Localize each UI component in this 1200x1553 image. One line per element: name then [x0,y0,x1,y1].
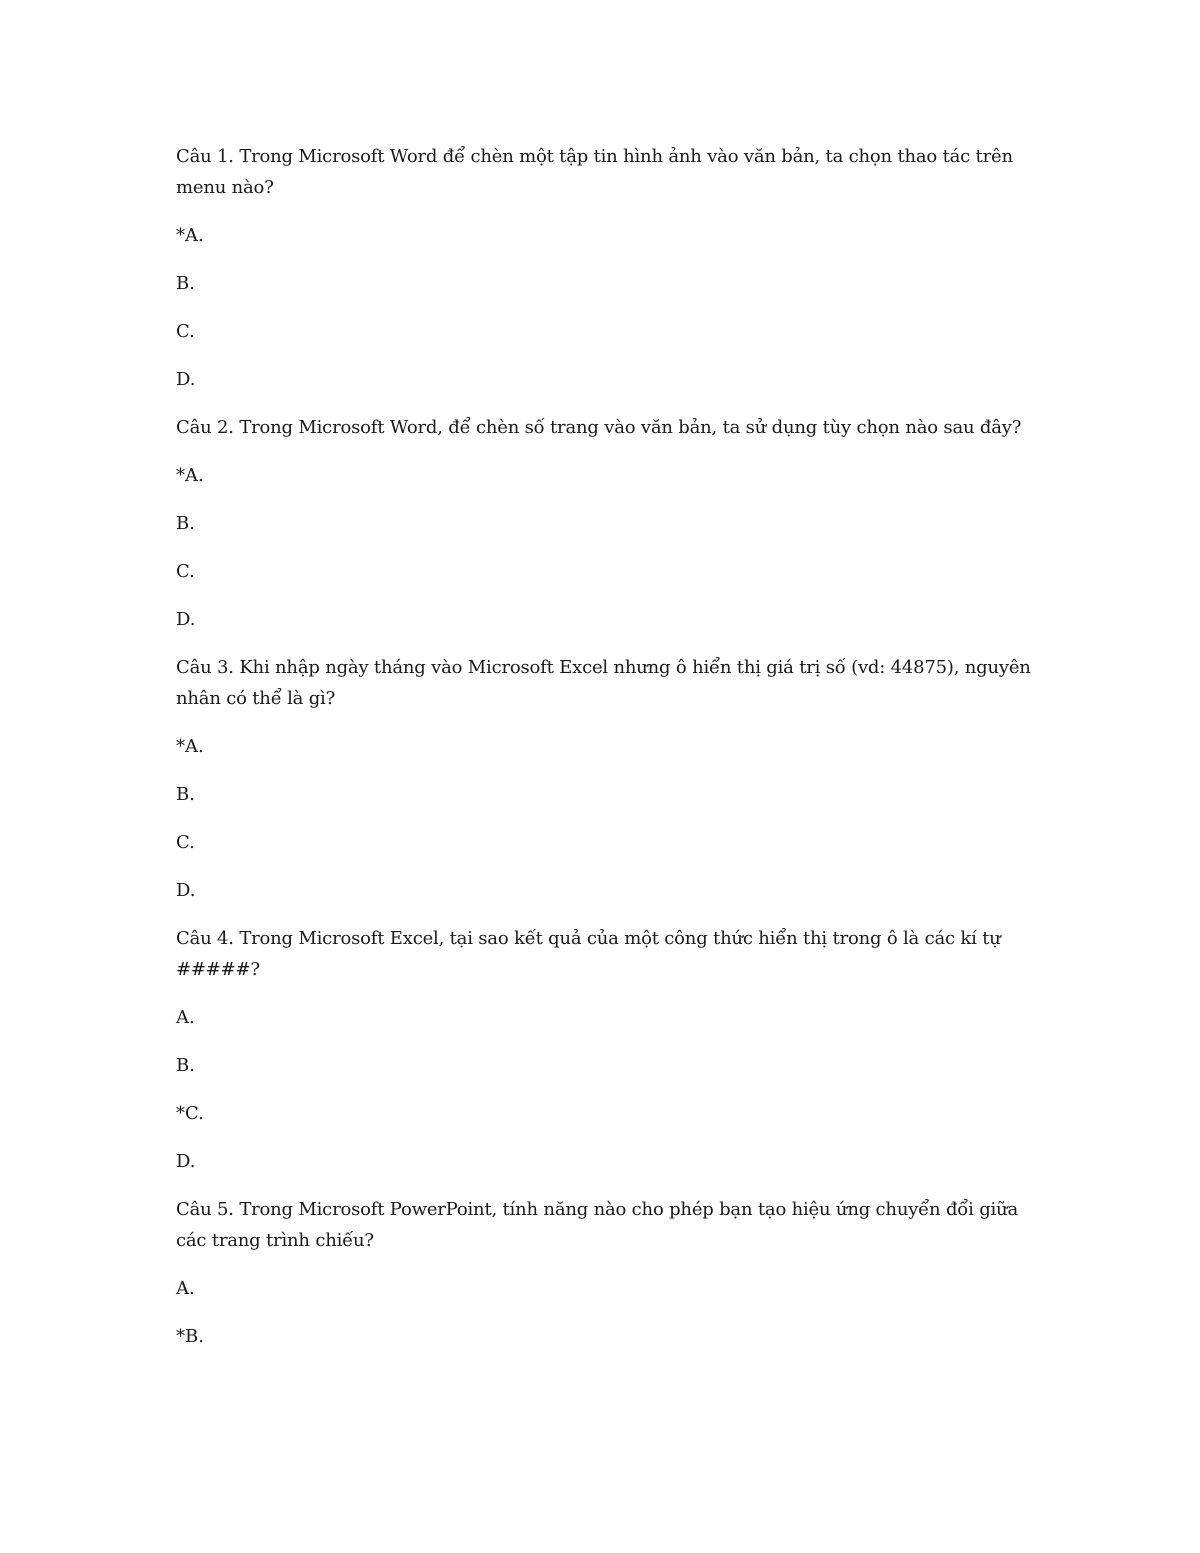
question-5-option-b: *B. [176,1326,204,1347]
question-4-option-a: A. [176,1007,195,1028]
question-3-option-c: C. [176,832,195,853]
question-2-option-c: C. [176,561,195,582]
question-4: Câu 4. Trong Microsoft Excel, tại sao kết quả của một công thức hiển thị trong ô là các kí tự #####? [176,928,1001,980]
question-4-option-b: B. [176,1055,195,1076]
question-5: Câu 5. Trong Microsoft PowerPoint, tính năng nào cho phép bạn tạo hiệu ứng chuyển đổi giữa các trang trình chiếu? [176,1199,1018,1251]
question-1-option-b: B. [176,273,195,294]
question-2-option-a: *A. [176,465,204,486]
question-3-option-d: D. [176,880,196,901]
question-5-option-a: A. [176,1278,195,1299]
question-3-option-b: B. [176,784,195,805]
question-4-option-d: D. [176,1151,196,1172]
question-3-option-a: *A. [176,736,204,757]
question-1: Câu 1. Trong Microsoft Word để chèn một tập tin hình ảnh vào văn bản, ta chọn thao tác trên menu nào? [176,146,1013,198]
question-2-option-b: B. [176,513,195,534]
question-2-option-d: D. [176,609,196,630]
question-1-option-a: *A. [176,225,204,246]
question-1-option-c: C. [176,321,195,342]
question-4-option-c: *C. [176,1103,204,1124]
question-3: Câu 3. Khi nhập ngày tháng vào Microsoft Excel nhưng ô hiển thị giá trị số (vd: 44875), nguyên nhân có thể là gì? [176,657,1031,709]
question-1-option-d: D. [176,369,196,390]
quiz-content [176,141,1036,1369]
question-2: Câu 2. Trong Microsoft Word, để chèn số trang vào văn bản, ta sử dụng tùy chọn nào sau đây? [176,417,1022,438]
